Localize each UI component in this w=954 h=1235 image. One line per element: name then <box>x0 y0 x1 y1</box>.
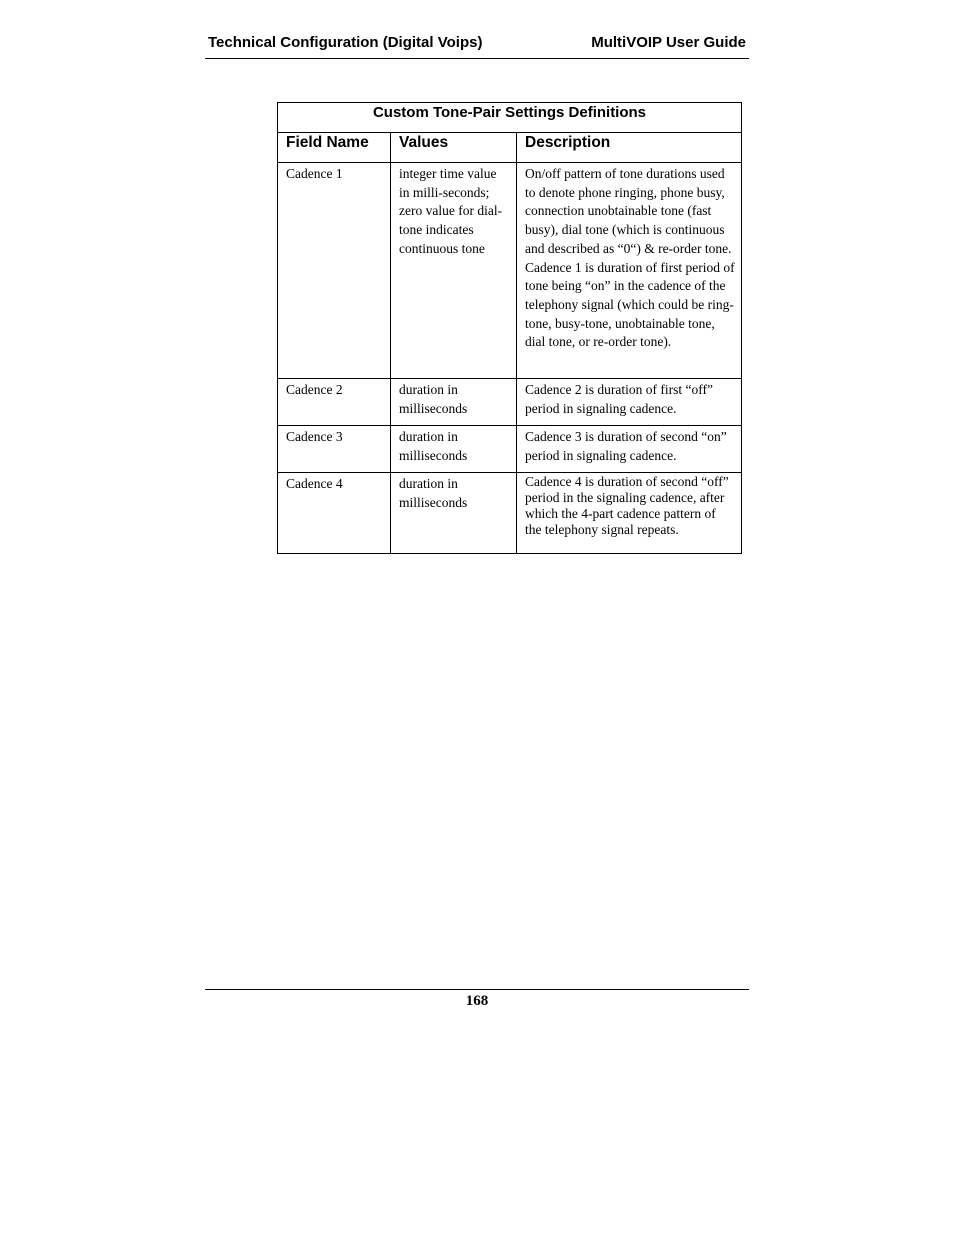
tone-pair-definitions-table <box>277 102 742 554</box>
column-header-field-name: Field Name <box>278 133 391 163</box>
field-name-cell: Cadence 3 <box>278 426 391 473</box>
description-cell: Cadence 2 is duration of first “off” period in signaling cadence. <box>517 379 742 426</box>
table-row <box>278 426 742 473</box>
values-cell: duration in milliseconds <box>391 473 517 554</box>
table-row <box>278 163 742 379</box>
table-caption: Custom Tone-Pair Settings Definitions <box>278 103 742 133</box>
page-header <box>205 32 749 59</box>
description-cell: On/off pattern of tone durations used to denote phone ringing, phone busy, connection unobtainable tone (fast busy), dial tone (which is continuous and described as “0“) & re-order tone. Cadence 1 is duration of first period of tone being “on” in the cadence of the telephony signal (which could be ring-tone, busy-tone, unobtainable tone, dial tone, or re-order tone). <box>517 163 742 379</box>
page-footer <box>205 989 749 1010</box>
description-cell: Cadence 4 is duration of second “off” period in the signaling cadence, after which the 4-part cadence pattern of the telephony signal repeats. <box>517 473 742 554</box>
page-number: 168 <box>465 993 489 1009</box>
values-cell: duration in milliseconds <box>391 426 517 473</box>
values-cell: duration in milliseconds <box>391 379 517 426</box>
values-cell: integer time value in milli-seconds; zero value for dial-tone indicates continuous tone <box>391 163 517 379</box>
chapter-title: Technical Configuration (Digital Voips) <box>208 34 483 51</box>
table-row <box>278 379 742 426</box>
column-header-description: Description <box>517 133 742 163</box>
table-caption-row <box>278 103 742 133</box>
table-row <box>278 473 742 554</box>
table-header-row <box>278 133 742 163</box>
column-header-values: Values <box>391 133 517 163</box>
field-name-cell: Cadence 1 <box>278 163 391 379</box>
field-name-cell: Cadence 2 <box>278 379 391 426</box>
description-cell: Cadence 3 is duration of second “on” period in signaling cadence. <box>517 426 742 473</box>
guide-title: MultiVOIP User Guide <box>591 34 746 51</box>
field-name-cell: Cadence 4 <box>278 473 391 554</box>
